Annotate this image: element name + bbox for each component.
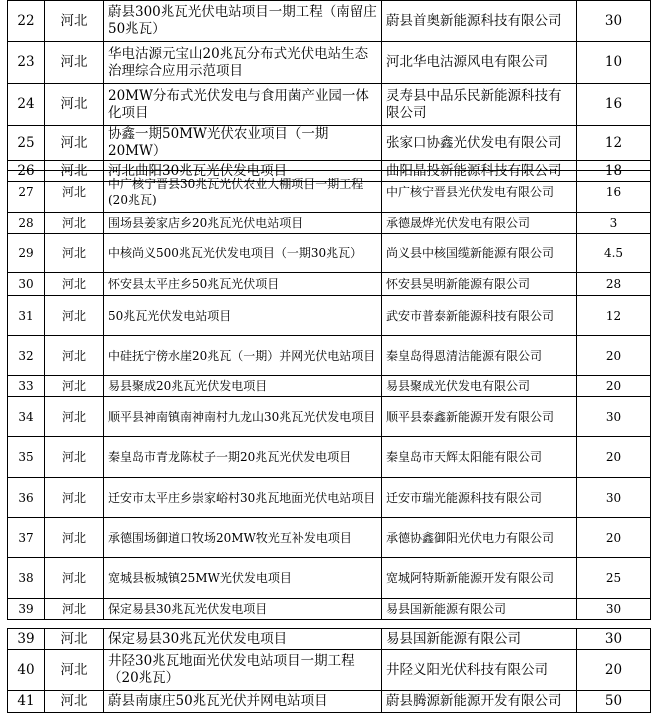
province-cell: 河北 xyxy=(45,161,104,182)
capacity-cell: 30 xyxy=(577,599,651,620)
project-name-cell: 迁安市太平庄乡崇家峪村30兆瓦地面光伏电站项目 xyxy=(104,478,382,518)
company-cell: 顺平县泰鑫新能源开发有限公司 xyxy=(382,397,577,437)
company-cell: 宽城阿特斯新能源开发有限公司 xyxy=(382,558,577,599)
capacity-cell: 25 xyxy=(577,558,651,599)
row-number: 38 xyxy=(8,558,45,599)
project-name-cell: 蔚县300兆瓦光伏电站项目一期工程（南留庄50兆瓦） xyxy=(104,1,382,42)
table-row xyxy=(8,171,651,213)
row-number: 35 xyxy=(8,437,45,478)
company-cell: 曲阳晶投新能源科技有限公司 xyxy=(382,161,577,182)
project-name-cell: 河北曲阳30兆瓦光伏发电项目 xyxy=(104,161,382,182)
capacity-cell: 12 xyxy=(577,126,651,161)
row-number: 39 xyxy=(8,599,45,620)
row-number: 26 xyxy=(8,161,45,182)
project-name-cell: 保定易县30兆瓦光伏发电项目 xyxy=(104,629,382,650)
province-cell: 河北 xyxy=(45,171,104,213)
row-number: 27 xyxy=(8,171,45,213)
province-cell: 河北 xyxy=(45,273,104,296)
row-number: 23 xyxy=(8,42,45,84)
province-cell: 河北 xyxy=(45,336,104,376)
table-row xyxy=(8,691,651,713)
province-cell: 河北 xyxy=(45,650,104,691)
table-row xyxy=(8,126,651,161)
row-number: 31 xyxy=(8,296,45,336)
project-name-cell: 承德围场御道口牧场20MW牧光互补发电项目 xyxy=(104,518,382,558)
province-cell: 河北 xyxy=(45,213,104,234)
row-number: 29 xyxy=(8,234,45,273)
row-number: 25 xyxy=(8,126,45,161)
capacity-cell: 28 xyxy=(577,273,651,296)
table-row xyxy=(8,273,651,296)
province-cell: 河北 xyxy=(45,599,104,620)
project-name-cell: 围场县姜家店乡20兆瓦光伏电站项目 xyxy=(104,213,382,234)
company-cell: 迁安市瑞光能源科技有限公司 xyxy=(382,478,577,518)
capacity-cell: 12 xyxy=(577,296,651,336)
project-name-cell: 怀安县太平庄乡50兆瓦光伏项目 xyxy=(104,273,382,296)
project-table-2 xyxy=(7,170,651,620)
project-table-3 xyxy=(7,628,651,713)
company-cell: 易县国新能源有限公司 xyxy=(382,599,577,620)
company-cell: 易县国新能源有限公司 xyxy=(382,629,577,650)
row-number: 24 xyxy=(8,84,45,126)
row-number: 30 xyxy=(8,273,45,296)
company-cell: 易县聚成光伏发电有限公司 xyxy=(382,376,577,397)
table-row xyxy=(8,478,651,518)
capacity-cell: 18 xyxy=(577,161,651,182)
capacity-cell: 20 xyxy=(577,376,651,397)
table-row xyxy=(8,376,651,397)
capacity-cell: 20 xyxy=(577,650,651,691)
company-cell: 武安市普泰新能源科技有限公司 xyxy=(382,296,577,336)
capacity-cell: 30 xyxy=(577,1,651,42)
capacity-cell: 30 xyxy=(577,478,651,518)
project-name-cell: 中核尚义500兆瓦光伏发电项目（一期30兆瓦） xyxy=(104,234,382,273)
company-cell: 秦皇岛得恩清洁能源有限公司 xyxy=(382,336,577,376)
project-name-cell: 井陉30兆瓦地面光伏发电站项目一期工程（20兆瓦） xyxy=(104,650,382,691)
row-number: 36 xyxy=(8,478,45,518)
table-row xyxy=(8,629,651,650)
project-name-cell: 中广核宁晋县30兆瓦光伏农业大棚项目一期工程(20兆瓦) xyxy=(104,171,382,213)
capacity-cell: 20 xyxy=(577,336,651,376)
row-number: 28 xyxy=(8,213,45,234)
project-name-cell: 保定易县30兆瓦光伏发电项目 xyxy=(104,599,382,620)
table-row xyxy=(8,213,651,234)
company-cell: 承德晟烨光伏发电有限公司 xyxy=(382,213,577,234)
project-table-1 xyxy=(7,0,651,182)
company-cell: 承德协鑫御阳光伏电力有限公司 xyxy=(382,518,577,558)
province-cell: 河北 xyxy=(45,376,104,397)
capacity-cell: 30 xyxy=(577,397,651,437)
project-name-cell: 易县聚成20兆瓦光伏发电项目 xyxy=(104,376,382,397)
project-name-cell: 20MW分布式光伏发电与食用菌产业园一体化项目 xyxy=(104,84,382,126)
province-cell: 河北 xyxy=(45,478,104,518)
company-cell: 张家口协鑫光伏发电有限公司 xyxy=(382,126,577,161)
capacity-cell: 30 xyxy=(577,629,651,650)
province-cell: 河北 xyxy=(45,84,104,126)
project-name-cell: 秦皇岛市青龙陈杖子一期20兆瓦光伏发电项目 xyxy=(104,437,382,478)
company-cell: 河北华电沽源风电有限公司 xyxy=(382,42,577,84)
company-cell: 中广核宁晋县光伏发电有限公司 xyxy=(382,171,577,213)
capacity-cell: 20 xyxy=(577,518,651,558)
table-row xyxy=(8,234,651,273)
capacity-cell: 20 xyxy=(577,437,651,478)
row-number: 33 xyxy=(8,376,45,397)
capacity-cell: 16 xyxy=(577,84,651,126)
capacity-cell: 3 xyxy=(577,213,651,234)
capacity-cell: 10 xyxy=(577,42,651,84)
table-row xyxy=(8,1,651,42)
row-number: 37 xyxy=(8,518,45,558)
table-row xyxy=(8,437,651,478)
row-number: 41 xyxy=(8,691,45,713)
company-cell: 蔚县腾源新能源开发有限公司 xyxy=(382,691,577,713)
row-number: 22 xyxy=(8,1,45,42)
row-number: 34 xyxy=(8,397,45,437)
company-cell: 蔚县首奥新能源科技有限公司 xyxy=(382,1,577,42)
province-cell: 河北 xyxy=(45,437,104,478)
table-row xyxy=(8,296,651,336)
capacity-cell: 4.5 xyxy=(577,234,651,273)
project-name-cell: 50兆瓦光伏发电站项目 xyxy=(104,296,382,336)
project-name-cell: 协鑫一期50MW光伏农业项目（一期20MW） xyxy=(104,126,382,161)
table-row xyxy=(8,518,651,558)
table-row xyxy=(8,558,651,599)
province-cell: 河北 xyxy=(45,629,104,650)
province-cell: 河北 xyxy=(45,397,104,437)
province-cell: 河北 xyxy=(45,42,104,84)
province-cell: 河北 xyxy=(45,1,104,42)
province-cell: 河北 xyxy=(45,691,104,713)
project-name-cell: 华电沽源元宝山20兆瓦分布式光伏电站生态治理综合应用示范项目 xyxy=(104,42,382,84)
table-row xyxy=(8,336,651,376)
province-cell: 河北 xyxy=(45,296,104,336)
table-row xyxy=(8,42,651,84)
project-name-cell: 蔚县南康庄50兆瓦光伏并网电站项目 xyxy=(104,691,382,713)
row-number: 40 xyxy=(8,650,45,691)
capacity-cell: 16 xyxy=(577,171,651,213)
province-cell: 河北 xyxy=(45,558,104,599)
table-row xyxy=(8,84,651,126)
project-name-cell: 顺平县神南镇南神南村九龙山30兆瓦光伏发电项目 xyxy=(104,397,382,437)
company-cell: 秦皇岛市天辉太阳能有限公司 xyxy=(382,437,577,478)
company-cell: 尚义县中核国缆新能源有限公司 xyxy=(382,234,577,273)
province-cell: 河北 xyxy=(45,518,104,558)
capacity-cell: 50 xyxy=(577,691,651,713)
company-cell: 怀安县昊明新能源有限公司 xyxy=(382,273,577,296)
table-row xyxy=(8,397,651,437)
project-name-cell: 宽城县板城镇25MW光伏发电项目 xyxy=(104,558,382,599)
row-number: 32 xyxy=(8,336,45,376)
table-row xyxy=(8,599,651,620)
province-cell: 河北 xyxy=(45,234,104,273)
table-row xyxy=(8,650,651,691)
province-cell: 河北 xyxy=(45,126,104,161)
project-name-cell: 中硅抚宁傍水崖20兆瓦（一期）并网光伏电站项目 xyxy=(104,336,382,376)
company-cell: 井陉义阳光伏科技有限公司 xyxy=(382,650,577,691)
row-number: 39 xyxy=(8,629,45,650)
company-cell: 灵寿县中品乐民新能源科技有限公司 xyxy=(382,84,577,126)
